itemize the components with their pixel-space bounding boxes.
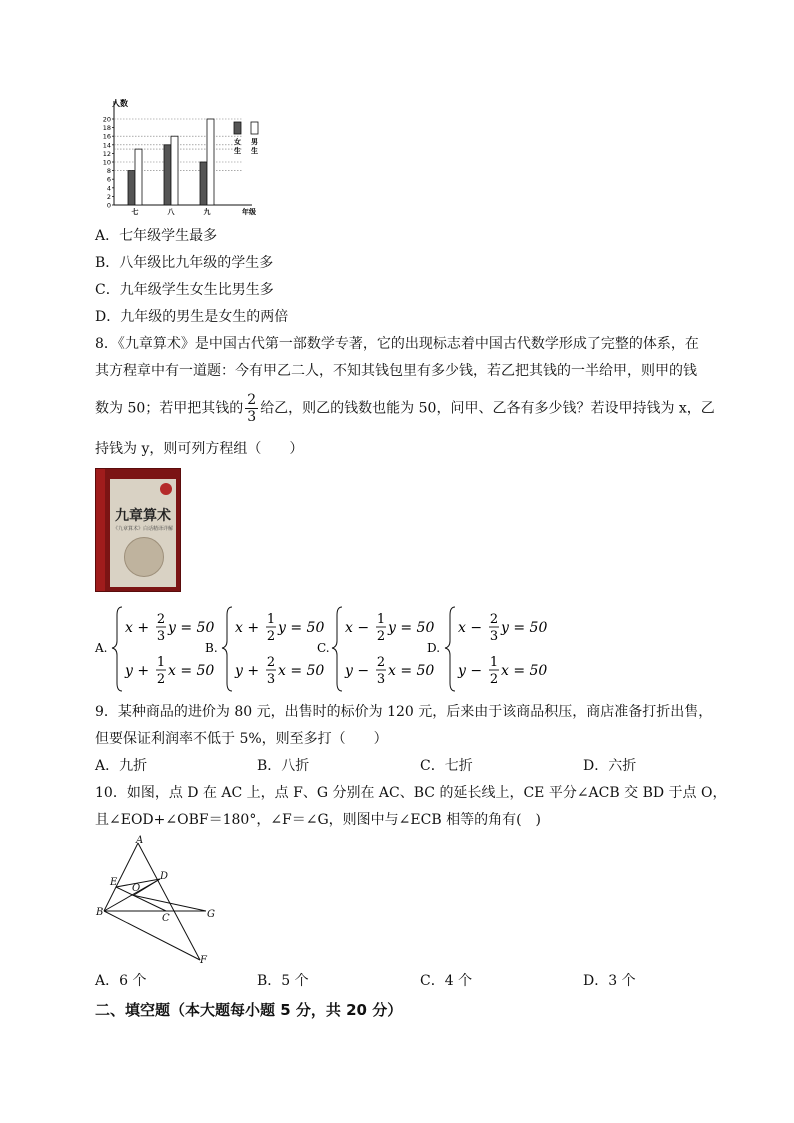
fraction-numerator: 1: [266, 612, 276, 627]
q7-option-a: A．七年级学生最多: [95, 228, 218, 244]
bar: [128, 171, 135, 205]
q9-option-d: D．六折: [583, 758, 637, 774]
point-label: F: [200, 955, 207, 966]
y-tick-label: 12: [102, 149, 111, 158]
fraction-denominator: 2: [376, 629, 386, 644]
legend-swatch: [251, 122, 258, 134]
q9-line-2: 但要保证利润率不低于 5%，则至多打（ ）: [95, 731, 388, 747]
q8-fraction: $\frac{2}{3}$: [247, 392, 257, 425]
q7-option-c: C．九年级学生女生比男生多: [95, 282, 274, 298]
y-tick-label: 14: [102, 141, 111, 150]
y-tick-label: 10: [102, 158, 111, 167]
y-tick-label: 20: [102, 115, 111, 124]
legend-label: 生: [234, 147, 241, 155]
equation-part: y = 50: [501, 620, 548, 636]
fraction-numerator: 1: [489, 655, 499, 670]
bar: [135, 149, 142, 205]
q10-option-b: B．5 个: [257, 973, 309, 989]
equation-part: y = 50: [168, 620, 215, 636]
q8-line-3: 数为 50；若甲把其钱的 $\frac{2}{3}$ 给乙，则乙的钱数也能为 50，问甲、乙各有多少钱？若设甲持钱为 x，乙: [95, 392, 715, 425]
fraction-numerator: 1: [376, 612, 386, 627]
fraction-denominator: 2: [266, 629, 276, 644]
bar: [200, 162, 207, 205]
point-label: E: [110, 877, 118, 888]
x-axis-label: 年级: [242, 208, 256, 216]
q10-line-1: 10．如图，点 D 在 AC 上，点 F、G 分别在 AC、BC 的延长线上，CE 平分∠ACB 交 BD 于点 O，: [95, 785, 727, 801]
equation-part: x = 50: [278, 663, 325, 679]
fraction-denominator: 2: [489, 672, 499, 687]
fraction-denominator: 3: [156, 629, 166, 644]
y-tick-label: 0: [106, 201, 111, 210]
equation-part: y +: [235, 663, 260, 679]
equation-part: x −: [345, 620, 370, 636]
q9-option-c: C．七折: [420, 758, 473, 774]
q10-option-a: A．6 个: [95, 973, 147, 989]
book-cover-image: 九章算术 《九章算术》白话精译详解: [95, 468, 181, 592]
q8-line-1: 8．《九章算术》是中国古代第一部数学专著，它的出现标志着中国古代数学形成了完整的体系，在: [95, 336, 699, 352]
fraction-numerator: 1: [156, 655, 166, 670]
q8-line-2: 其方程章中有一道题：今有甲乙二人，不知其钱包里有多少钱，若乙把其钱的一半给甲，则甲的钱: [95, 363, 697, 379]
q7-option-b: B．八年级比九年级的学生多: [95, 255, 274, 271]
brace-icon: [445, 607, 455, 691]
bar: [164, 145, 171, 205]
fraction-denominator: 2: [156, 672, 166, 687]
q9-line-1: 9．某种商品的进价为 80 元，出售时的标价为 120 元，后来由于该商品积压，商店准备打折出售，: [95, 704, 713, 720]
equation-part: x +: [125, 620, 150, 636]
fraction-numerator: 2: [376, 655, 386, 670]
grade-bar-chart: [92, 95, 272, 220]
decorative-circle-icon: [124, 537, 164, 577]
seal-icon: [160, 483, 172, 495]
legend-label: 男: [251, 138, 258, 146]
option-label: D.: [427, 641, 441, 655]
legend-label: 生: [251, 147, 258, 155]
fraction-numerator: 2: [489, 612, 499, 627]
brace-icon: [222, 607, 232, 691]
equation-part: y = 50: [278, 620, 325, 636]
bar: [207, 119, 214, 205]
fraction-denominator: 3: [266, 672, 276, 687]
y-tick-label: 4: [106, 184, 111, 193]
q10-option-c: C．4 个: [420, 973, 473, 989]
y-axis-label: 人数: [112, 99, 128, 108]
equation-part: x = 50: [388, 663, 435, 679]
fraction-denominator: 3: [376, 672, 386, 687]
y-tick-label: 16: [102, 132, 111, 141]
point-label: O: [132, 883, 141, 894]
q10-line-2: 且∠EOD+∠OBF＝180°，∠F＝∠G，则图中与∠ECB 相等的角有( ): [95, 812, 541, 828]
equation-part: x +: [235, 620, 260, 636]
fraction-numerator: 2: [266, 655, 276, 670]
equation-part: x = 50: [168, 663, 215, 679]
y-tick-label: 2: [106, 192, 111, 201]
point-label: B: [96, 907, 104, 918]
option-label: C.: [317, 641, 330, 655]
option-label: A.: [95, 641, 108, 655]
point-label: G: [207, 909, 215, 920]
section-heading: 二、填空题（本大题每小题 5 分，共 20 分）: [95, 1001, 403, 1019]
x-tick-label: 九: [203, 208, 211, 216]
equation-part: x −: [458, 620, 483, 636]
q8-options: [92, 603, 552, 695]
point-label: C: [162, 913, 170, 924]
brace-icon: [112, 607, 122, 691]
option-label: B.: [205, 641, 218, 655]
equation-part: y −: [458, 663, 483, 679]
q7-option-d: D．九年级的男生是女生的两倍: [95, 309, 289, 325]
x-tick-label: 七: [131, 208, 139, 216]
equation-part: y = 50: [388, 620, 435, 636]
fraction-denominator: 3: [489, 629, 499, 644]
equation-part: x = 50: [501, 663, 548, 679]
geometry-figure: [92, 835, 222, 967]
point-label: D: [160, 871, 169, 882]
segment-bf: [104, 911, 200, 960]
legend-label: 女: [234, 138, 241, 146]
segment-og: [132, 895, 206, 911]
legend-swatch: [234, 122, 241, 134]
q9-option-a: A．九折: [95, 758, 148, 774]
y-tick-label: 8: [106, 167, 111, 176]
equation-part: y +: [125, 663, 150, 679]
y-tick-label: 18: [102, 124, 111, 133]
fraction-numerator: 2: [156, 612, 166, 627]
equation-part: y −: [345, 663, 370, 679]
x-tick-label: 八: [167, 208, 175, 216]
point-label: A: [136, 835, 144, 846]
q9-option-b: B．八折: [257, 758, 310, 774]
y-tick-label: 6: [106, 175, 111, 184]
q10-option-d: D．3 个: [583, 973, 636, 989]
q8-line-4: 持钱为 y，则可列方程组（ ）: [95, 441, 304, 457]
brace-icon: [332, 607, 342, 691]
bar: [171, 136, 178, 205]
